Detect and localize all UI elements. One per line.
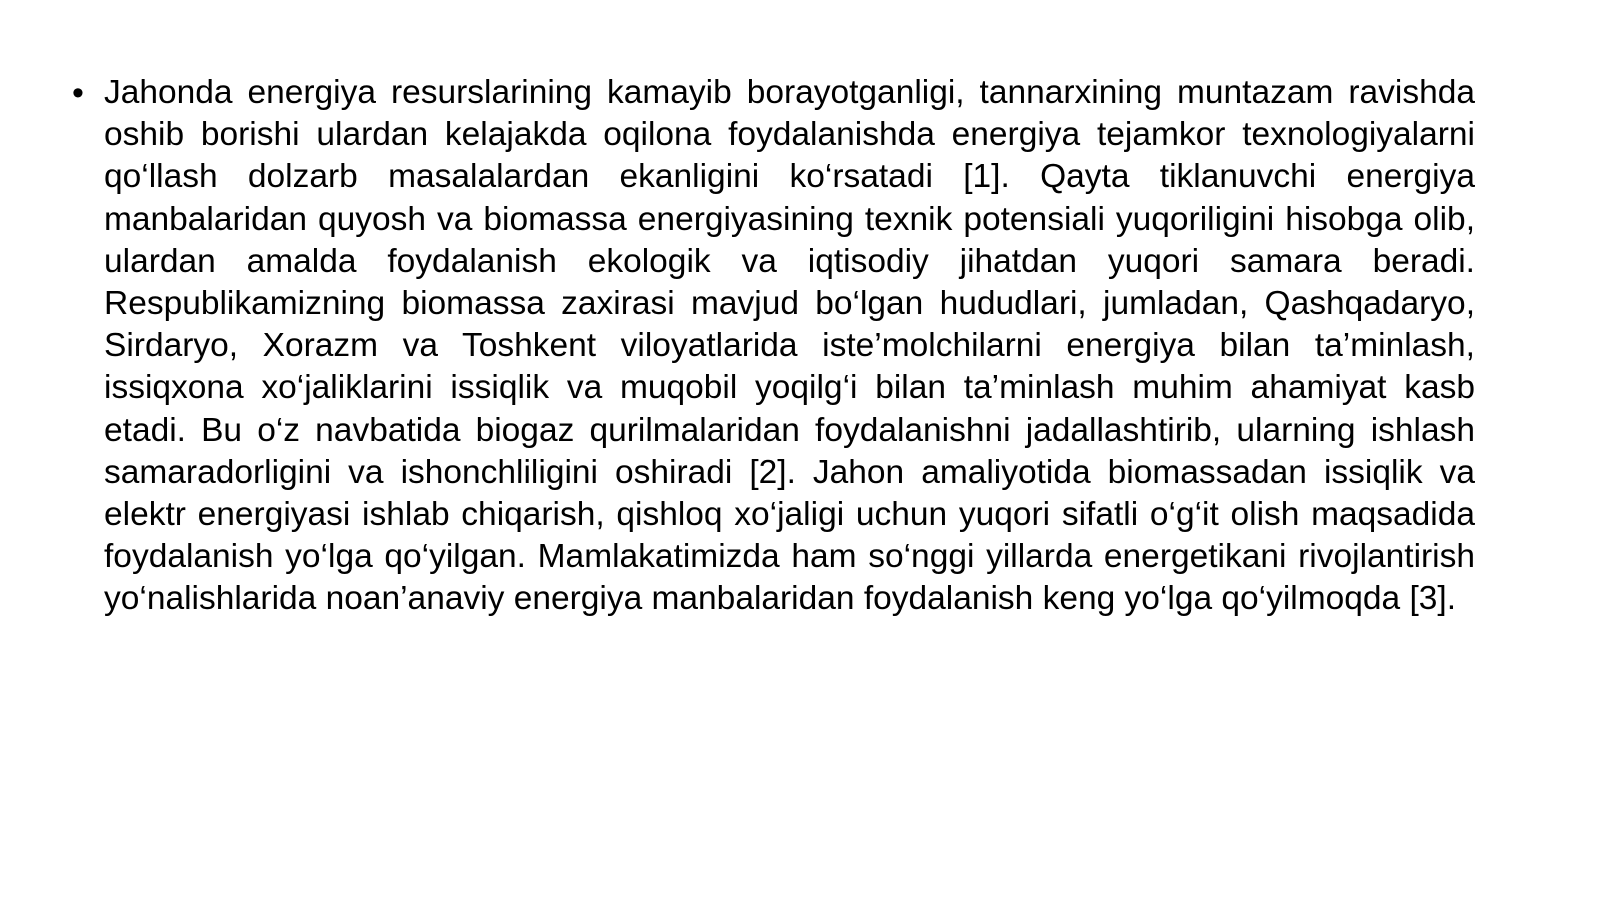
body-paragraph: Jahonda energiya resurslarining kamayib borayotganligi, tannarxining muntazam ravishda oshib borishi ulardan kelajakda oqilona foydalanishda energiya tejamkor texnologiyalarni qo‘llash dolzarb masalalardan ekanligini ko‘rsatadi [1]. Qayta tiklanuvchi energiya manbalaridan quyosh va biomassa energiyasining texnik potensiali yuqoriligini hisobga olib, ulardan amalda foydalanish ekologik va iqtisodiy jihatdan yuqori samara beradi. Respublikamizning biomassa zaxirasi mavjud bo‘lgan hududlari, jumladan, Qashqadaryo, Sirdaryo, Xorazm va Toshkent viloyatlarida iste’molchilarni energiya bilan ta’minlash, issiqxona xo‘jaliklarini issiqlik va muqobil yoqilg‘i bilan ta’minlash muhim ahamiyat kasb etadi. Bu o‘z navbatida biogaz qurilmalaridan foydalanishni jadallashtirib, ularning ishlash samaradorligini va ishonchliligini oshiradi [2]. Jahon amaliyotida biomassadan issiqlik va elektr energiyasi ishlab chiqarish, qishloq xo‘jaligi uchun yuqori sifatli o‘g‘it olish maqsadida foydalanish yo‘lga qo‘yilgan. Mamlakatimizda ham so‘nggi yillarda energetikani rivojlantirish yo‘nalishlarida noan’anaviy energiya manbalaridan foydalanish keng yo‘lga qo‘yilmoqda [3]. <box>104 74 1475 618</box>
bullet-item <box>70 72 1475 621</box>
bullet-list <box>70 72 1475 621</box>
bullet-marker: • <box>72 74 84 112</box>
